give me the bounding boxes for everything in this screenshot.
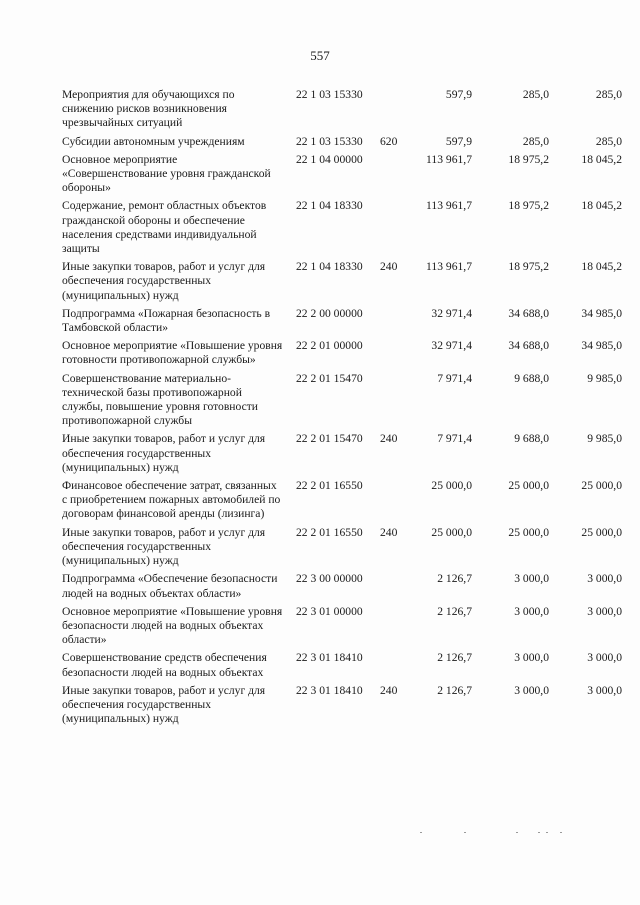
row-value-1: 7 971,4	[437, 432, 472, 446]
row-code: 22 1 04 18330	[296, 199, 363, 213]
row-value-1: 25 000,0	[431, 525, 472, 539]
row-value-1: 2 126,7	[437, 683, 472, 697]
row-value-1: 2 126,7	[437, 572, 472, 586]
row-value-2: 34 688,0	[508, 306, 549, 320]
row-name: Подпрограмма «Пожарная безопасность в Тамбовской области»	[62, 306, 271, 335]
row-value-3: 9 985,0	[587, 371, 622, 385]
table-row	[62, 307, 622, 335]
row-value-3: 34 985,0	[581, 339, 622, 353]
table-row	[62, 432, 622, 475]
table-row	[62, 135, 622, 149]
row-value-3: 9 985,0	[587, 432, 622, 446]
row-value-1: 7 971,4	[437, 371, 472, 385]
row-value-2: 18 975,2	[508, 260, 549, 274]
table-row	[62, 339, 622, 367]
row-code: 22 2 00 00000	[296, 306, 363, 320]
row-name: Иные закупки товаров, работ и услуг для обеспечения государственных (муниципальных) нужд	[62, 432, 266, 474]
row-value-3: 18 045,2	[581, 199, 622, 213]
row-value-2: 3 000,0	[514, 604, 549, 618]
row-name: Основное мероприятие «Совершенствование уровня гражданской обороны»	[62, 152, 271, 195]
row-name: Совершенствование средств обеспечения безопасности людей на водных объектах	[62, 651, 267, 679]
row-value-2: 3 000,0	[514, 651, 549, 665]
row-code: 22 3 01 18410	[296, 683, 363, 697]
row-value-3: 3 000,0	[587, 572, 622, 586]
table-row	[62, 684, 622, 727]
row-name: Мероприятия для обучающихся по снижению рисков возникновения чрезвычайных ситуаций	[62, 88, 235, 130]
row-value-2: 18 975,2	[508, 199, 549, 213]
row-code: 22 1 03 15330	[296, 134, 363, 148]
row-name: Финансовое обеспечение затрат, связанных с приобретением пожарных автомобилей по договорам финансовой аренды (лизинга)	[62, 479, 281, 521]
row-value-1: 113 961,7	[426, 199, 472, 213]
row-value-1: 2 126,7	[437, 604, 472, 618]
row-value-2: 18 975,2	[508, 152, 549, 166]
table-row	[62, 199, 622, 256]
row-code: 22 2 01 16550	[296, 479, 363, 493]
row-value-1: 25 000,0	[431, 479, 472, 493]
table-row	[62, 260, 622, 303]
page-number: 557	[310, 48, 330, 63]
budget-table	[62, 88, 622, 730]
row-value-3: 285,0	[595, 134, 622, 148]
row-expense-type: 240	[380, 525, 398, 539]
scan-artifacts	[420, 832, 580, 836]
row-value-3: 34 985,0	[581, 306, 622, 320]
row-name: Иные закупки товаров, работ и услуг для обеспечения государственных (муниципальных) нужд	[62, 525, 266, 568]
table-row	[62, 153, 622, 196]
row-value-2: 34 688,0	[508, 339, 549, 353]
row-value-1: 597,9	[445, 88, 472, 101]
row-name: Содержание, ремонт областных объектов гражданской обороны и обеспечение населения средствами индивидуальной защиты	[62, 199, 267, 256]
row-name: Субсидии автономным учреждениям	[62, 134, 245, 148]
row-value-1: 32 971,4	[431, 339, 472, 353]
row-value-2: 3 000,0	[514, 683, 549, 697]
row-code: 22 2 01 00000	[296, 339, 363, 353]
row-code: 22 2 01 15470	[296, 432, 363, 446]
table-row	[62, 651, 622, 679]
table-row	[62, 88, 622, 131]
row-value-1: 113 961,7	[426, 152, 472, 166]
row-code: 22 3 01 18410	[296, 651, 363, 665]
row-name: Совершенствование материально-технической базы противопожарной службы, повышение уровня готовности противопожарной службы	[62, 371, 259, 428]
row-name: Иные закупки товаров, работ и услуг для обеспечения государственных (муниципальных) нужд	[62, 683, 266, 726]
row-value-3: 3 000,0	[587, 604, 622, 618]
row-code: 22 3 00 00000	[296, 572, 363, 586]
row-expense-type: 240	[380, 432, 398, 446]
row-value-2: 25 000,0	[508, 525, 549, 539]
row-code: 22 3 01 00000	[296, 604, 363, 618]
row-value-2: 25 000,0	[508, 479, 549, 493]
row-value-3: 3 000,0	[587, 683, 622, 697]
row-value-2: 9 688,0	[514, 371, 549, 385]
row-value-1: 2 126,7	[437, 651, 472, 665]
row-name: Подпрограмма «Обеспечение безопасности людей на водных объектах области»	[62, 572, 278, 600]
table-row	[62, 572, 622, 600]
row-value-3: 18 045,2	[581, 152, 622, 166]
row-expense-type: 240	[380, 683, 398, 697]
row-expense-type: 620	[380, 134, 398, 148]
table-row	[62, 372, 622, 429]
table-row	[62, 605, 622, 648]
row-code: 22 2 01 16550	[296, 525, 363, 539]
row-value-3: 18 045,2	[581, 260, 622, 274]
table-row	[62, 526, 622, 569]
row-name: Основное мероприятие «Повышение уровня готовности противопожарной службы»	[62, 339, 283, 367]
row-value-3: 25 000,0	[581, 525, 622, 539]
row-value-3: 3 000,0	[587, 651, 622, 665]
row-value-1: 32 971,4	[431, 306, 472, 320]
row-value-3: 25 000,0	[581, 479, 622, 493]
row-value-2: 3 000,0	[514, 572, 549, 586]
row-code: 22 1 04 00000	[296, 152, 363, 166]
row-name: Иные закупки товаров, работ и услуг для обеспечения государственных (муниципальных) нужд	[62, 260, 266, 302]
row-name: Основное мероприятие «Повышение уровня безопасности людей на водных объектах области»	[62, 604, 283, 647]
row-value-1: 113 961,7	[426, 260, 472, 274]
row-value-1: 597,9	[445, 134, 472, 148]
row-code: 22 1 04 18330	[296, 260, 363, 274]
row-value-2: 9 688,0	[514, 432, 549, 446]
table-row	[62, 479, 622, 522]
row-value-2: 285,0	[522, 88, 549, 101]
row-value-3: 285,0	[595, 88, 622, 101]
row-value-2: 285,0	[522, 134, 549, 148]
row-code: 22 2 01 15470	[296, 371, 363, 385]
row-code: 22 1 03 15330	[296, 88, 363, 101]
row-expense-type: 240	[380, 260, 398, 274]
